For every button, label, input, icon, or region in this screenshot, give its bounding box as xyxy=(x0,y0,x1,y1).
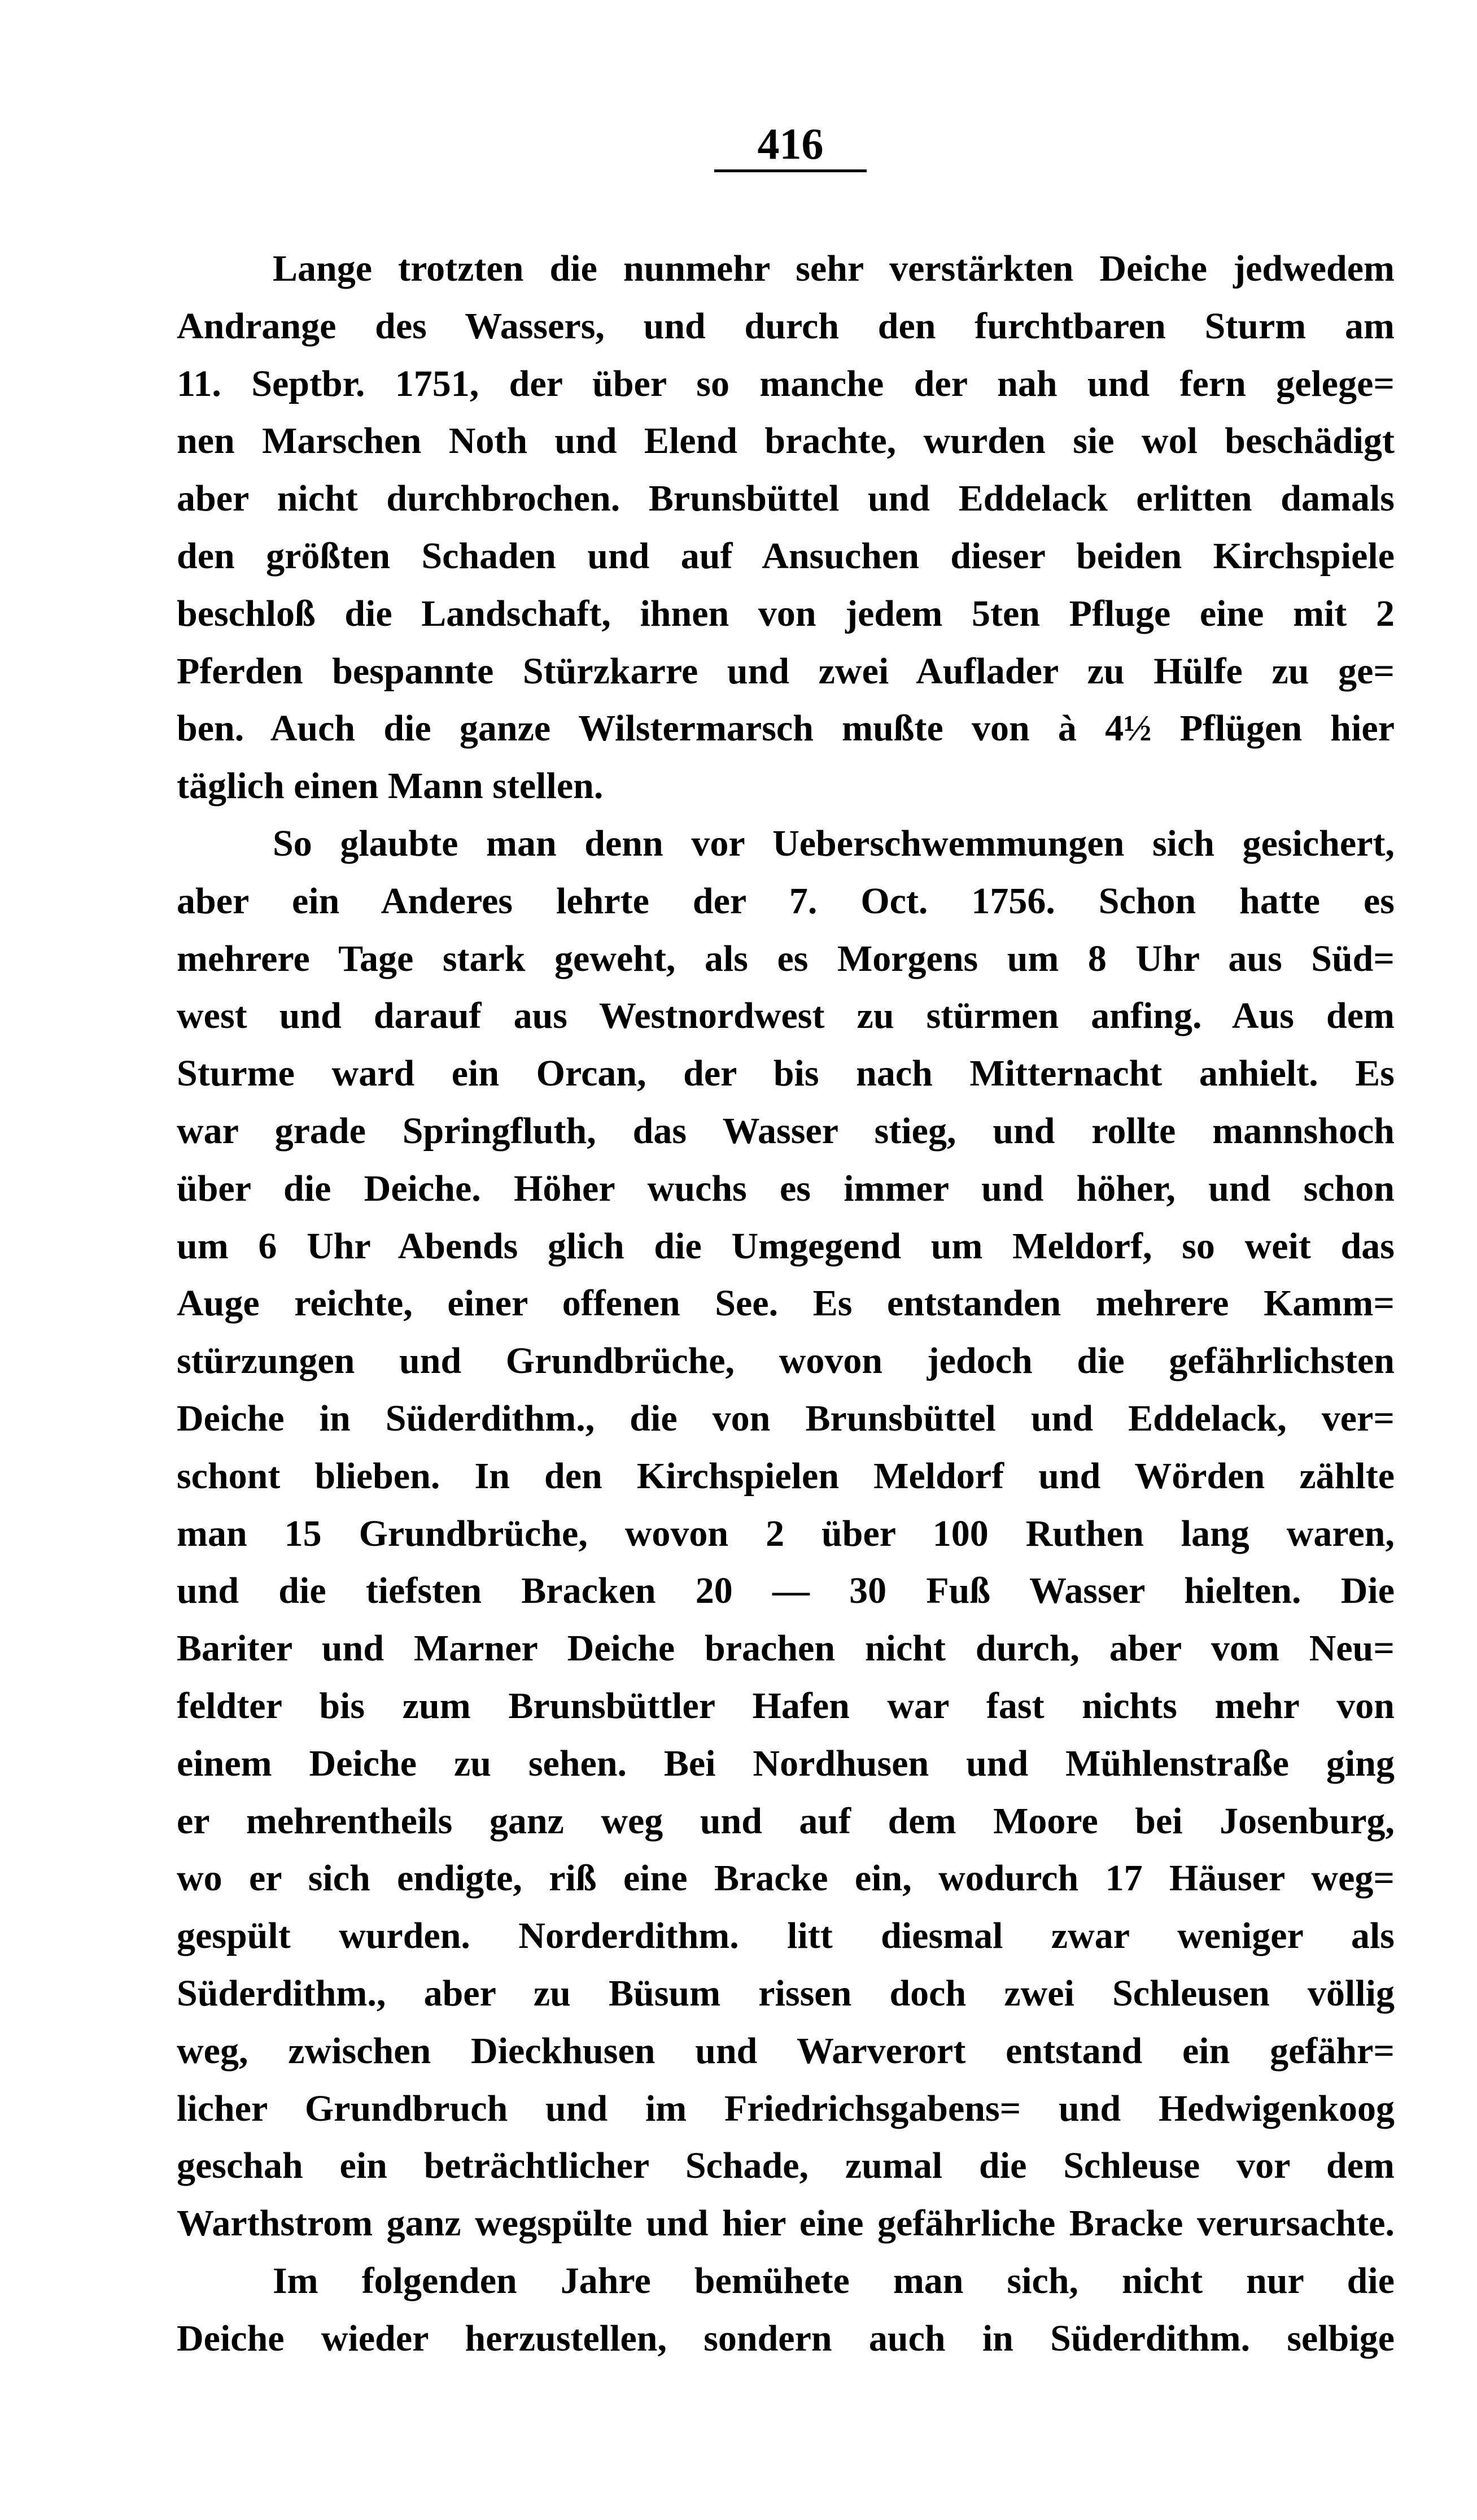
text-line-content: mehrere Tage stark geweht, als es Morgens um 8 Uhr aus Süd= xyxy=(177,938,1395,979)
text-line-content: geschah ein beträchtlicher Schade, zumal die Schleuse vor dem xyxy=(177,2145,1395,2187)
text-line xyxy=(177,355,1395,413)
text-line xyxy=(177,2080,1395,2138)
text-line xyxy=(177,643,1395,700)
text-line-content: west und darauf aus Westnordwest zu stürmen anfing. Aus dem xyxy=(177,995,1395,1037)
text-line-content: war grade Springfluth, das Wasser stieg, und rollte mannshoch xyxy=(177,1110,1395,1152)
text-line xyxy=(177,815,1395,873)
text-line-content: Andrange des Wassers, und durch den furchtbaren Sturm am xyxy=(177,305,1395,347)
text-line xyxy=(177,2195,1395,2252)
text-line-content: Lange trotzten die nunmehr sehr verstärkten Deiche jedwedem xyxy=(273,248,1395,289)
text-line xyxy=(177,2022,1395,2080)
text-line xyxy=(177,1677,1395,1735)
text-line xyxy=(177,1965,1395,2022)
text-line xyxy=(177,240,1395,298)
text-line-content: beschloß die Landschaft, ihnen von jedem 5ten Pfluge eine mit 2 xyxy=(177,592,1395,634)
text-line-content: weg, zwischen Dieckhusen und Warverort entstand ein gefähr= xyxy=(177,2030,1395,2072)
text-line xyxy=(177,930,1395,988)
text-line-content: Auge reichte, einer offenen See. Es entstanden mehrere Kamm= xyxy=(177,1283,1395,1324)
text-line xyxy=(177,2252,1395,2310)
text-line-content: Pferden bespannte Stürzkarre und zwei Auflader zu Hülfe zu ge= xyxy=(177,650,1395,692)
text-line-content: Im folgenden Jahre bemühete man sich, nicht nur die xyxy=(273,2260,1395,2301)
text-line xyxy=(177,1850,1395,1907)
text-line xyxy=(177,2137,1395,2195)
text-line-content: man 15 Grundbrüche, wovon 2 über 100 Ruthen lang waren, xyxy=(177,1512,1395,1554)
text-line-content: um 6 Uhr Abends glich die Umgegend um Meldorf, so weit das xyxy=(177,1225,1395,1267)
text-line xyxy=(177,700,1395,757)
text-line xyxy=(177,470,1395,527)
text-line-content: nen Marschen Noth und Elend brachte, wurden sie wol beschädigt xyxy=(177,420,1395,462)
text-line-content: und die tiefsten Bracken 20 — 30 Fuß Wasser hielten. Die xyxy=(177,1570,1395,1612)
text-line-content: aber ein Anderes lehrte der 7. Oct. 1756. Schon hatte es xyxy=(177,880,1395,922)
text-line xyxy=(177,1505,1395,1563)
text-line xyxy=(177,1735,1395,1793)
text-line-content: 11. Septbr. 1751, der über so manche der nah und fern gelege= xyxy=(177,363,1395,404)
text-line xyxy=(177,1793,1395,1850)
text-line-content: er mehrentheils ganz weg und auf dem Moore bei Josenburg, xyxy=(177,1800,1395,1842)
text-line-content: licher Grundbruch und im Friedrichsgabens= und Hedwigenkoog xyxy=(177,2087,1395,2129)
text-line-content: wo er sich endigte, riß eine Bracke ein, wodurch 17 Häuser weg= xyxy=(177,1858,1395,1899)
body-text xyxy=(177,240,1395,2367)
text-line xyxy=(177,527,1395,585)
text-line xyxy=(177,987,1395,1045)
text-line xyxy=(177,1045,1395,1102)
text-line-content: täglich einen Mann stellen. xyxy=(177,765,604,807)
text-line xyxy=(177,1332,1395,1390)
text-line xyxy=(177,1620,1395,1677)
text-line xyxy=(177,2310,1395,2368)
text-line-content: schont blieben. In den Kirchspielen Meldorf und Wörden zählte xyxy=(177,1455,1395,1497)
text-line xyxy=(177,873,1395,930)
text-line xyxy=(177,298,1395,355)
text-line xyxy=(177,1160,1395,1218)
text-line-content: stürzungen und Grundbrüche, wovon jedoch die gefährlichsten xyxy=(177,1340,1395,1382)
text-line-content: Bariter und Marner Deiche brachen nicht durch, aber vom Neu= xyxy=(177,1628,1395,1669)
text-line-content: Süderdithm., aber zu Büsum rissen doch zwei Schleusen völlig xyxy=(177,1972,1395,2014)
text-line xyxy=(177,757,1395,815)
text-line-content: gespült wurden. Norderdithm. litt diesmal zwar weniger als xyxy=(177,1915,1395,1957)
text-line xyxy=(177,1102,1395,1160)
text-line xyxy=(177,1562,1395,1620)
text-line-content: So glaubte man denn vor Ueberschwemmungen sich gesichert, xyxy=(273,822,1395,864)
text-line xyxy=(177,1218,1395,1275)
page-number-rule xyxy=(714,169,867,172)
text-line-content: Deiche in Süderdithm., die von Brunsbüttel und Eddelack, ver= xyxy=(177,1397,1395,1439)
text-line-content: Deiche wieder herzustellen, sondern auch in Süderdithm. selbige xyxy=(177,2317,1395,2359)
text-line-content: den größten Schaden und auf Ansuchen dieser beiden Kirchspiele xyxy=(177,535,1395,577)
text-line-content: über die Deiche. Höher wuchs es immer und höher, und schon xyxy=(177,1167,1395,1209)
text-line xyxy=(177,1275,1395,1332)
text-line xyxy=(177,1907,1395,1965)
text-line xyxy=(177,412,1395,470)
text-line xyxy=(177,1390,1395,1448)
text-line-content: ben. Auch die ganze Wilstermarsch mußte von à 4½ Pflügen hier xyxy=(177,708,1395,749)
text-line-content: Sturme ward ein Orcan, der bis nach Mitternacht anhielt. Es xyxy=(177,1053,1395,1095)
text-line xyxy=(177,1448,1395,1505)
text-line-content: einem Deiche zu sehen. Bei Nordhusen und Mühlenstraße ging xyxy=(177,1742,1395,1784)
text-line-content: Warthstrom ganz wegspülte und hier eine gefährliche Bracke verursachte. xyxy=(177,2203,1395,2244)
text-line-content: aber nicht durchbrochen. Brunsbüttel und Eddelack erlitten damals xyxy=(177,478,1395,520)
text-line xyxy=(177,585,1395,643)
text-line-content: feldter bis zum Brunsbüttler Hafen war fast nichts mehr von xyxy=(177,1685,1395,1726)
page-number: 416 xyxy=(757,119,824,168)
